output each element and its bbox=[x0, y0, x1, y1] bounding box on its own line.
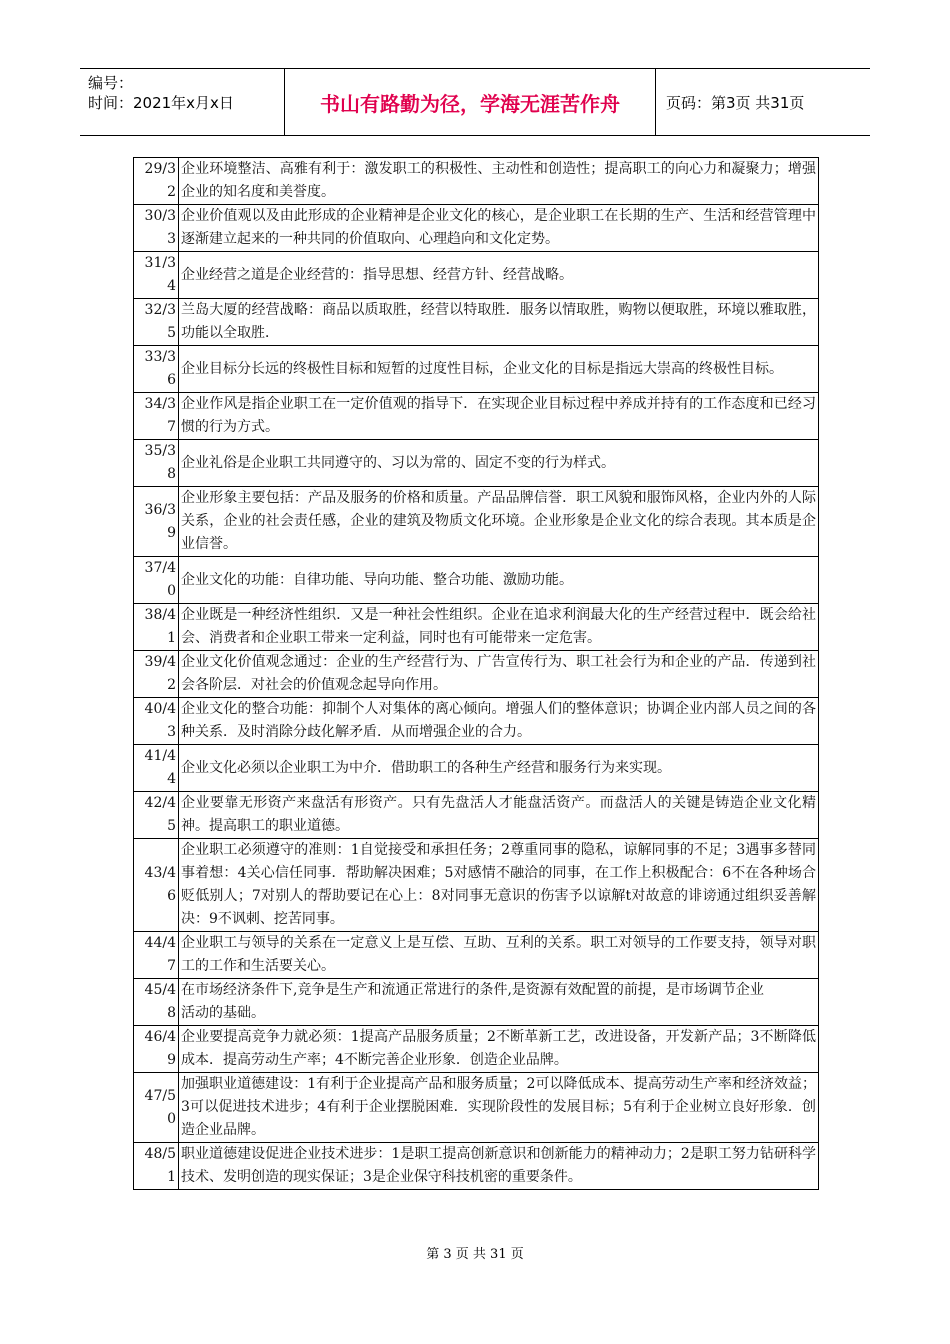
row-text: 企业职工与领导的关系在一定意义上是互偿、互助、互利的关系。职工对领导的工作要支持，领导对职工的工作和生活要关心。 bbox=[179, 932, 819, 979]
row-text: 企业文化价值观念通过：企业的生产经营行为、广告宣传行为、职工社会行为和企业的产品．传递到社会各阶层．对社会的价值观念起导向作用。 bbox=[179, 651, 819, 698]
row-number: 35/38 bbox=[134, 440, 179, 487]
row-number: 40/43 bbox=[134, 698, 179, 745]
row-number: 30/33 bbox=[134, 205, 179, 252]
row-text: 企业环境整洁、高雅有利于：激发职工的积极性、主动性和创造性；提高职工的向心力和凝聚力；增强企业的知名度和美誉度。 bbox=[179, 158, 819, 205]
table-row bbox=[134, 346, 819, 393]
row-text: 在市场经济条件下,竞争是生产和流通正常进行的条件,是资源有效配置的前提，是市场调节企业 活动的基础。 bbox=[179, 979, 819, 1026]
table-row bbox=[134, 651, 819, 698]
table-row bbox=[134, 792, 819, 839]
table-row bbox=[134, 252, 819, 299]
row-number: 39/42 bbox=[134, 651, 179, 698]
row-text: 企业既是一种经济性组织．又是一种社会性组织。企业在追求利润最大化的生产经营过程中．既会给社会、消费者和企业职工带来一定利益，同时也有可能带来一定危害。 bbox=[179, 604, 819, 651]
row-number: 44/47 bbox=[134, 932, 179, 979]
table-row bbox=[134, 158, 819, 205]
table-row bbox=[134, 440, 819, 487]
row-number: 41/44 bbox=[134, 745, 179, 792]
table-row bbox=[134, 745, 819, 792]
table-row bbox=[134, 487, 819, 557]
row-text: 兰岛大厦的经营战略：商品以质取胜，经营以特取胜．服务以情取胜，购物以便取胜，环境以雅取胜，功能以全取胜． bbox=[179, 299, 819, 346]
row-number: 32/35 bbox=[134, 299, 179, 346]
table-row bbox=[134, 1143, 819, 1190]
row-text: 职业道德建设促进企业技术进步：1是职工提高创新意识和创新能力的精神动力；2是职工努力钻研科学技术、发明创造的现实保证；3是企业保守科技机密的重要条件。 bbox=[179, 1143, 819, 1190]
table-row bbox=[134, 932, 819, 979]
row-text: 企业价值观以及由此形成的企业精神是企业文化的核心，是企业职工在长期的生产、生活和经营管理中逐渐建立起来的一种共同的价值取向、心理趋向和文化定势。 bbox=[179, 205, 819, 252]
row-text: 企业要提高竞争力就必须：1提高产品服务质量；2不断革新工艺，改进设备，开发新产品；3不断降低成本．提高劳动生产率；4不断完善企业形象．创造企业品牌。 bbox=[179, 1026, 819, 1073]
row-text: 企业文化必须以企业职工为中介．借助职工的各种生产经营和服务行为来实现。 bbox=[179, 745, 819, 792]
row-number: 45/48 bbox=[134, 979, 179, 1026]
table-row bbox=[134, 1073, 819, 1143]
row-text: 企业文化的功能：自律功能、导向功能、整合功能、激励功能。 bbox=[179, 557, 819, 604]
row-text: 企业形象主要包括：产品及服务的价格和质量。产品品牌信誉．职工风貌和服饰风格，企业内外的人际关系，企业的社会责任感，企业的建筑及物质文化环境。企业形象是企业文化的综合表现。其本质是企业信誉。 bbox=[179, 487, 819, 557]
table-row bbox=[134, 604, 819, 651]
table-row bbox=[134, 557, 819, 604]
row-number: 47/50 bbox=[134, 1073, 179, 1143]
row-text: 企业礼俗是企业职工共同遵守的、习以为常的、固定不变的行为样式。 bbox=[179, 440, 819, 487]
row-text: 加强职业道德建设：1有利于企业提高产品和服务质量；2可以降低成本、提高劳动生产率和经济效益；3可以促进技术进步；4有利于企业摆脱困难．实现阶段性的发展目标；5有利于企业树立良好形象．创造企业品牌。 bbox=[179, 1073, 819, 1143]
table-row bbox=[134, 698, 819, 745]
row-text: 企业目标分长远的终极性目标和短暂的过度性目标，企业文化的目标是指远大崇高的终极性目标。 bbox=[179, 346, 819, 393]
row-text: 企业职工必须遵守的准则：1自觉接受和承担任务；2尊重同事的隐私，谅解同事的不足；3遇事多替同事着想：4关心信任同事．帮助解决困难；5对感情不融洽的同事，在工作上积极配合：6不在各种场合贬低别人；7对别人的帮助要记在心上：8对同事无意识的伤害予以谅解t对故意的诽谤通过组织妥善解决：9不讽刺、挖苦同事。 bbox=[179, 839, 819, 932]
table-row bbox=[134, 839, 819, 932]
table-row bbox=[134, 393, 819, 440]
content-table bbox=[133, 157, 819, 1190]
row-number: 29/32 bbox=[134, 158, 179, 205]
row-number: 36/39 bbox=[134, 487, 179, 557]
header-motto: 书山有路勤为径，学海无涯苦作舟 bbox=[284, 69, 656, 135]
header-page-info: 页码：第3页 共31页 bbox=[666, 93, 805, 112]
row-text: 企业文化的整合功能：抑制个人对集体的离心倾向。增强人们的整体意识；协调企业内部人员之间的各种关系．及时消除分歧化解矛盾．从而增强企业的合力。 bbox=[179, 698, 819, 745]
row-text: 企业作风是指企业职工在一定价值观的指导下．在实现企业目标过程中养成并持有的工作态度和已经习惯的行为方式。 bbox=[179, 393, 819, 440]
page-header bbox=[80, 68, 870, 136]
row-number: 33/36 bbox=[134, 346, 179, 393]
row-number: 34/37 bbox=[134, 393, 179, 440]
row-number: 37/40 bbox=[134, 557, 179, 604]
row-number: 43/46 bbox=[134, 839, 179, 932]
table-row bbox=[134, 205, 819, 252]
time-label: 时间：2021年x月x日 bbox=[88, 94, 234, 112]
row-number: 48/51 bbox=[134, 1143, 179, 1190]
page-footer: 第 3 页 共 31 页 bbox=[426, 1247, 524, 1262]
table-row bbox=[134, 299, 819, 346]
row-number: 31/34 bbox=[134, 252, 179, 299]
row-number: 46/49 bbox=[134, 1026, 179, 1073]
row-text: 企业要靠无形资产来盘活有形资产。只有先盘活人才能盘活资产。而盘活人的关键是铸造企业文化精神。提高职工的职业道德。 bbox=[179, 792, 819, 839]
number-label: 编号： bbox=[88, 74, 134, 92]
row-text: 企业经营之道是企业经营的：指导思想、经营方针、经营战略。 bbox=[179, 252, 819, 299]
row-number: 42/45 bbox=[134, 792, 179, 839]
row-number: 38/41 bbox=[134, 604, 179, 651]
table-row bbox=[134, 1026, 819, 1073]
header-meta bbox=[80, 69, 284, 135]
table-row bbox=[134, 979, 819, 1026]
